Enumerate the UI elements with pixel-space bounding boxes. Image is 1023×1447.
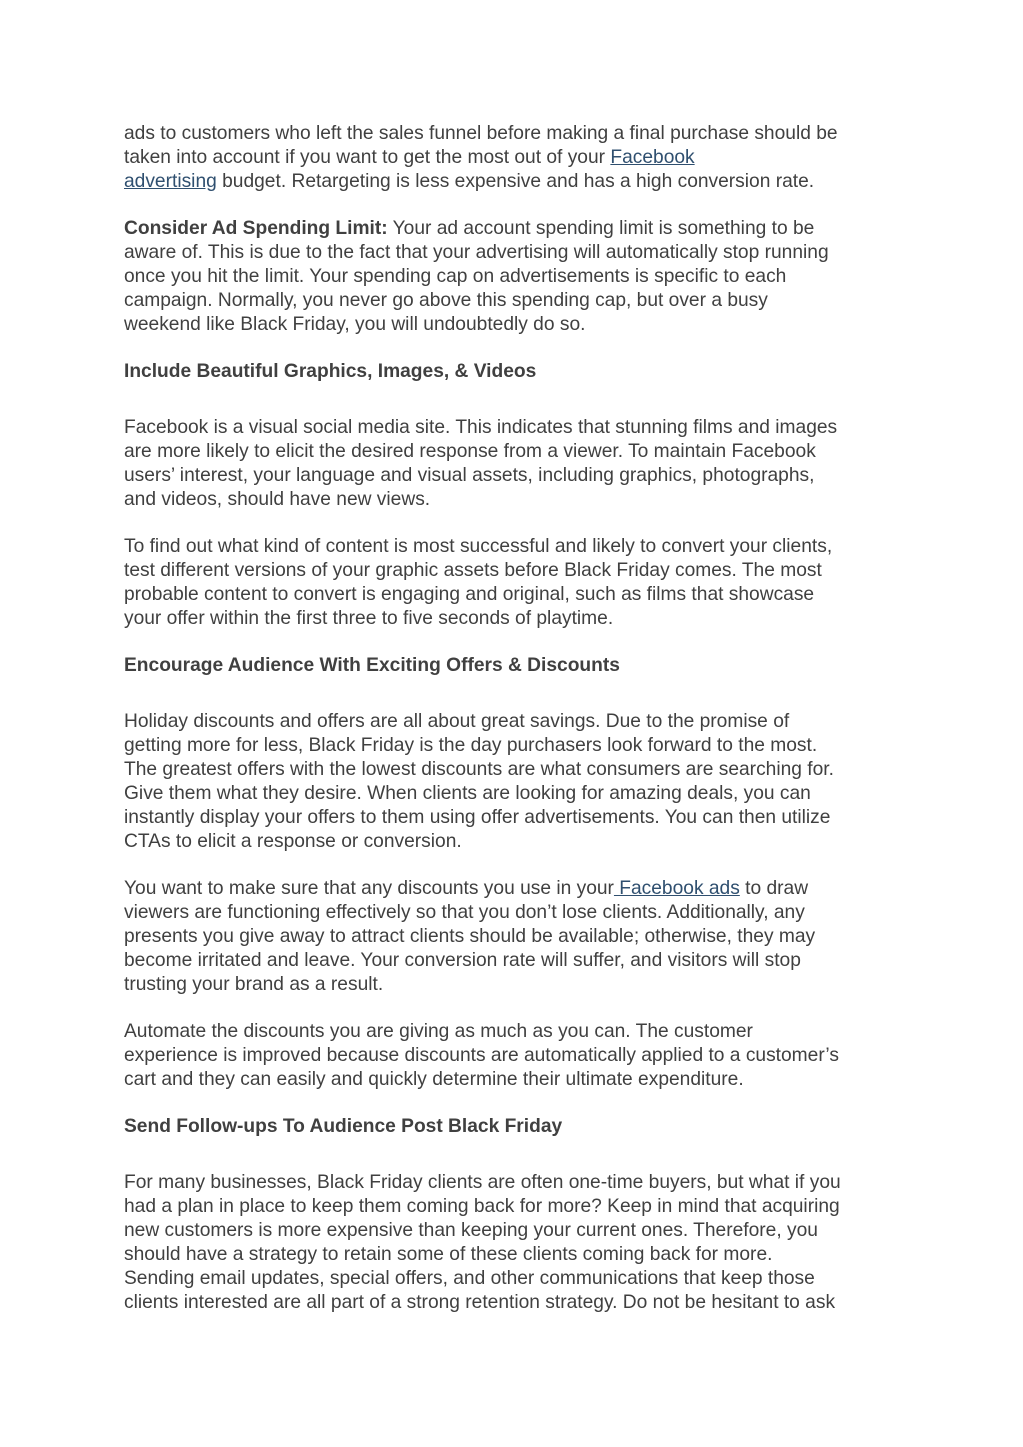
paragraph-automate-discounts	[124, 1020, 904, 1092]
text-line: should have a strategy to retain some of these clients coming back for more.	[124, 1244, 773, 1265]
facebook-ads-link[interactable]: Facebook ads	[613, 878, 740, 899]
text-fragment: Your ad account spending limit is something to be	[387, 218, 815, 239]
text-line: To find out what kind of content is most successful and likely to convert your clients,	[124, 536, 833, 557]
text-line: probable content to convert is engaging and original, such as films that showcase	[124, 584, 815, 605]
text-line	[124, 170, 904, 194]
text-line: Sending email updates, special offers, and other communications that keep those	[124, 1268, 815, 1289]
text-line: Give them what they desire. When clients are looking for amazing deals, you can	[124, 783, 811, 804]
paragraph-retargeting	[124, 122, 904, 194]
text-line: campaign. Normally, you never go above this spending cap, but over a busy	[124, 290, 768, 311]
paragraph-spending-limit	[124, 217, 904, 337]
text-line: Holiday discounts and offers are all about great savings. Due to the promise of	[124, 711, 790, 732]
text-line: cart and they can easily and quickly determine their ultimate expenditure.	[124, 1069, 744, 1090]
section-heading-offers: Encourage Audience With Exciting Offers & Discounts	[124, 655, 620, 676]
text-line: had a plan in place to keep them coming back for more? Keep in mind that acquiring	[124, 1196, 840, 1217]
facebook-advertising-link-continued[interactable]: advertising	[124, 171, 217, 192]
text-line: aware of. This is due to the fact that your advertising will automatically stop running	[124, 242, 829, 263]
text-fragment: budget. Retargeting is less expensive and has a high conversion rate.	[216, 171, 815, 192]
text-line: are more likely to elicit the desired response from a viewer. To maintain Facebook	[124, 441, 816, 462]
text-line: trusting your brand as a result.	[124, 974, 384, 995]
text-line: viewers are functioning effectively so that you don’t lose clients. Additionally, any	[124, 902, 805, 923]
text-line: clients interested are all part of a strong retention strategy. Do not be hesitant to ask	[124, 1292, 836, 1313]
text-line: become irritated and leave. Your conversion rate will suffer, and visitors will stop	[124, 950, 801, 971]
text-line	[124, 877, 904, 901]
inline-bold-label: Consider Ad Spending Limit:	[124, 218, 388, 239]
text-line	[124, 146, 904, 170]
text-line: once you hit the limit. Your spending cap on advertisements is specific to each	[124, 266, 787, 287]
paragraph-test-content	[124, 535, 904, 631]
paragraph-holiday-discounts	[124, 710, 904, 854]
paragraph-visual-site	[124, 416, 904, 512]
text-fragment: to draw	[739, 878, 809, 899]
text-line: presents you give away to attract clients should be available; otherwise, they may	[124, 926, 816, 947]
text-fragment: taken into account if you want to get the most out of your	[124, 147, 611, 168]
text-line: The greatest offers with the lowest discounts are what consumers are searching for.	[124, 759, 834, 780]
facebook-advertising-link[interactable]: Facebook	[610, 147, 695, 168]
text-line: ads to customers who left the sales funnel before making a final purchase should be	[124, 123, 838, 144]
text-line: users’ interest, your language and visual assets, including graphics, photographs,	[124, 465, 815, 486]
text-line: Automate the discounts you are giving as much as you can. The customer	[124, 1021, 753, 1042]
text-line: getting more for less, Black Friday is the day purchasers look forward to the most.	[124, 735, 818, 756]
text-line	[124, 217, 904, 241]
text-line: test different versions of your graphic assets before Black Friday comes. The most	[124, 560, 822, 581]
text-line: and videos, should have new views.	[124, 489, 431, 510]
text-line: weekend like Black Friday, you will undoubtedly do so.	[124, 314, 586, 335]
text-line: instantly display your offers to them using offer advertisements. You can then utilize	[124, 807, 831, 828]
text-line: Facebook is a visual social media site. This indicates that stunning films and images	[124, 417, 838, 438]
section-heading-graphics: Include Beautiful Graphics, Images, & Videos	[124, 361, 537, 382]
paragraph-discounts-functioning	[124, 877, 904, 997]
section-heading-follow-ups: Send Follow-ups To Audience Post Black Friday	[124, 1116, 563, 1137]
paragraph-retention	[124, 1171, 904, 1315]
text-line: experience is improved because discounts are automatically applied to a customer’s	[124, 1045, 839, 1066]
text-line: your offer within the first three to five seconds of playtime.	[124, 608, 614, 629]
document-page	[124, 122, 904, 1338]
text-fragment: You want to make sure that any discounts you use in your	[124, 878, 614, 899]
text-line: CTAs to elicit a response or conversion.	[124, 831, 462, 852]
text-line: new customers is more expensive than keeping your current ones. Therefore, you	[124, 1220, 818, 1241]
text-line: For many businesses, Black Friday clients are often one-time buyers, but what if you	[124, 1172, 841, 1193]
